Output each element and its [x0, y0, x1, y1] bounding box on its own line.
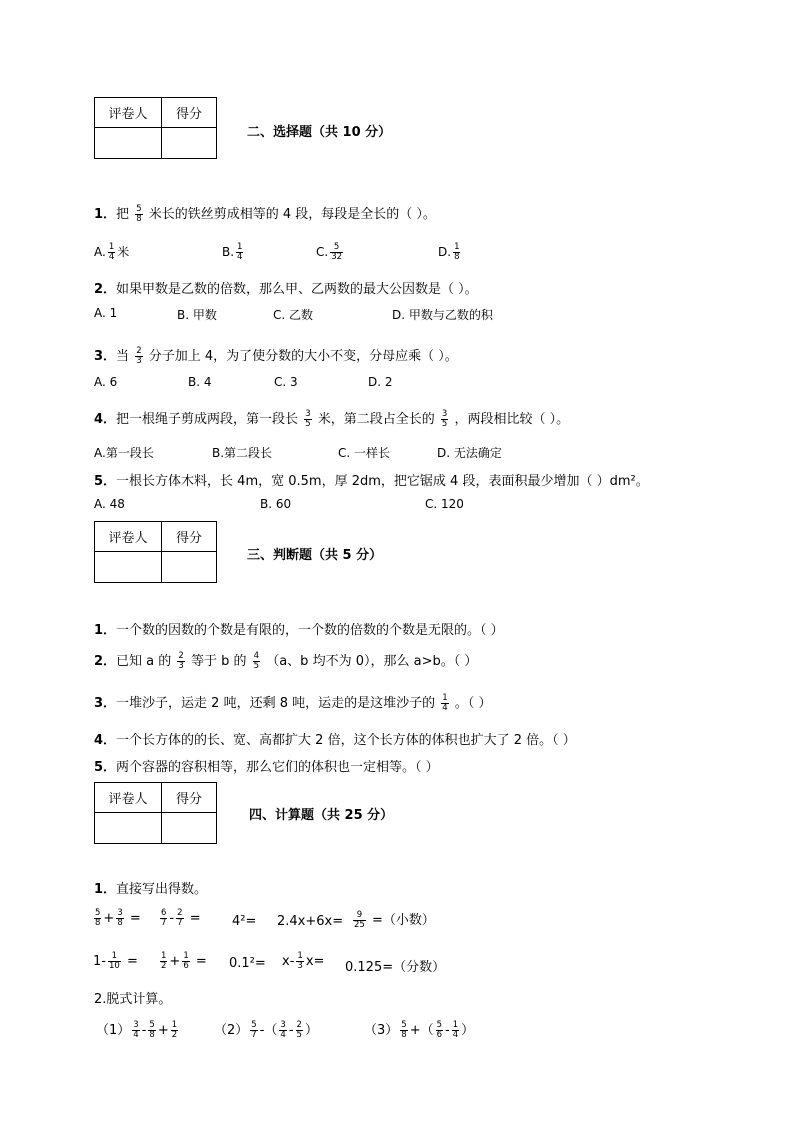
oral-calc-4: 2.4x+6x= [277, 914, 344, 929]
s2-q5-option-c[interactable]: C. 120 [425, 497, 464, 511]
s2-q2-option-d[interactable]: D. 甲数与乙数的积 [392, 308, 493, 322]
s3-question-3: 3．一堆沙子，运走 2 吨，还剩 8 吨，运走的是这堆沙子的 $\frac{1}{4}$ 。（ ） [94, 693, 492, 713]
s2-q4-option-a[interactable]: A.第一段长 [94, 446, 154, 460]
s2-q4-option-b[interactable]: B.第二段长 [212, 446, 273, 460]
s2-question-3: 3．当 $\frac{2}{3}$ 分子加上 4，为了使分数的大小不变，分母应乘（ ）。 [94, 346, 458, 366]
reviewer-cell[interactable] [95, 552, 162, 583]
step-calc-3: （3） $\frac{5}{8}$ +（ $\frac{5}{6}$ - $\frac{1}{4}$ ） [364, 1020, 475, 1040]
score-header: 得分 [162, 522, 217, 552]
s2-q1-option-b[interactable]: B. $\frac{1}{4}$ [222, 242, 243, 262]
oral-calc-3: 4²= [232, 914, 257, 929]
reviewer-header: 评卷人 [95, 98, 162, 128]
score-header: 得分 [162, 783, 217, 813]
score-header: 得分 [162, 98, 217, 128]
s2-q2-option-a[interactable]: A. 1 [94, 306, 118, 320]
s2-question-5: 5．一根长方体木料，长 4m，宽 0.5m，厚 2dm，把它锯成 4 段，表面积最少增加（ ）dm²。 [94, 474, 649, 489]
s2-q3-option-a[interactable]: A. 6 [94, 375, 118, 389]
s2-q5-option-b[interactable]: B. 60 [260, 497, 292, 511]
s2-q4-option-c[interactable]: C. 一样长 [338, 446, 391, 460]
score-table-section4 [94, 782, 217, 844]
s4-question-1: 1．直接写出得数。 [94, 882, 208, 897]
s3-question-1: 1．一个数的因数的个数是有限的，一个数的倍数的个数是无限的。（ ） [94, 623, 504, 638]
reviewer-header: 评卷人 [95, 522, 162, 552]
s2-q3-option-c[interactable]: C. 3 [274, 375, 298, 389]
s2-question-1: 1．把 $\frac{5}{8}$ 米长的铁丝剪成相等的 4 段，每段是全长的（ ）。 [94, 204, 436, 224]
s2-q1-option-d[interactable]: D. $\frac{1}{8}$ [438, 242, 460, 262]
s2-q4-option-d[interactable]: D. 无法确定 [437, 446, 502, 460]
s2-q5-option-a[interactable]: A. 48 [94, 497, 125, 511]
section3-title: 三、判断题（共 5 分） [247, 548, 383, 563]
s2-q1-option-c[interactable]: C. $\frac{5}{32}$ [316, 242, 343, 262]
oral-calc-9: x- $\frac{1}{3}$ x= [282, 951, 325, 971]
s3-question-5: 5．两个容器的容积相等，那么它们的体积也一定相等。（ ） [94, 760, 439, 775]
reviewer-header: 评卷人 [95, 783, 162, 813]
oral-calc-6: 1- $\frac{1}{10}$ = [93, 951, 138, 971]
step-calc-1: （1） $\frac{3}{4}$ - $\frac{5}{8}$ + $\frac{1}{2}$ [96, 1020, 178, 1040]
s3-question-2: 2．已知 a 的 $\frac{2}{3}$ 等于 b 的 $\frac{4}{5}$ （a、b 均不为 0），那么 a>b。（ ） [94, 651, 478, 671]
oral-calc-2: $\frac{6}{7}$ - $\frac{2}{7}$ = [161, 908, 201, 928]
score-table-section3 [94, 521, 217, 583]
step-calc-2: （2） $\frac{5}{7}$ -（ $\frac{3}{4}$ - $\frac{2}{5}$ ） [214, 1020, 318, 1040]
reviewer-cell[interactable] [95, 813, 162, 844]
reviewer-cell[interactable] [95, 128, 162, 159]
s2-question-2: 2．如果甲数是乙数的倍数，那么甲、乙两数的最大公因数是（ ）。 [94, 282, 478, 297]
s4-question-2: 2.脱式计算。 [94, 992, 172, 1007]
section4-title: 四、计算题（共 25 分） [249, 808, 394, 823]
oral-calc-1: $\frac{5}{8}$ + $\frac{3}{8}$ = [95, 908, 141, 928]
s2-q1-option-a[interactable]: A. $\frac{1}{4}$ 米 [94, 242, 130, 262]
oral-calc-10: 0.125=（分数） [345, 960, 446, 975]
section2-title: 二、选择题（共 10 分） [247, 125, 392, 140]
s3-question-4: 4．一个长方体的的长、宽、高都扩大 2 倍，这个长方体的体积也扩大了 2 倍。（ ） [94, 733, 576, 748]
s2-q2-option-b[interactable]: B. 甲数 [177, 308, 217, 322]
s2-q3-option-b[interactable]: B. 4 [188, 375, 212, 389]
score-cell[interactable] [162, 552, 217, 583]
oral-calc-7: $\frac{1}{2}$ + $\frac{1}{6}$ = [161, 951, 207, 971]
s2-question-4: 4．把一根绳子剪成两段，第一段长 $\frac{3}{5}$ 米，第二段占全长的 $\frac{3}{5}$ ，两段相比较（ ）。 [94, 409, 570, 429]
s2-q2-option-c[interactable]: C. 乙数 [273, 308, 314, 322]
score-cell[interactable] [162, 813, 217, 844]
fraction: $\frac{5}{8}$ [136, 204, 142, 224]
oral-calc-8: 0.1²= [229, 956, 266, 971]
oral-calc-5: $\frac{9}{25}$ =（小数） [354, 910, 435, 930]
s2-q3-option-d[interactable]: D. 2 [368, 375, 393, 389]
score-cell[interactable] [162, 128, 217, 159]
score-table-section2 [94, 97, 217, 159]
